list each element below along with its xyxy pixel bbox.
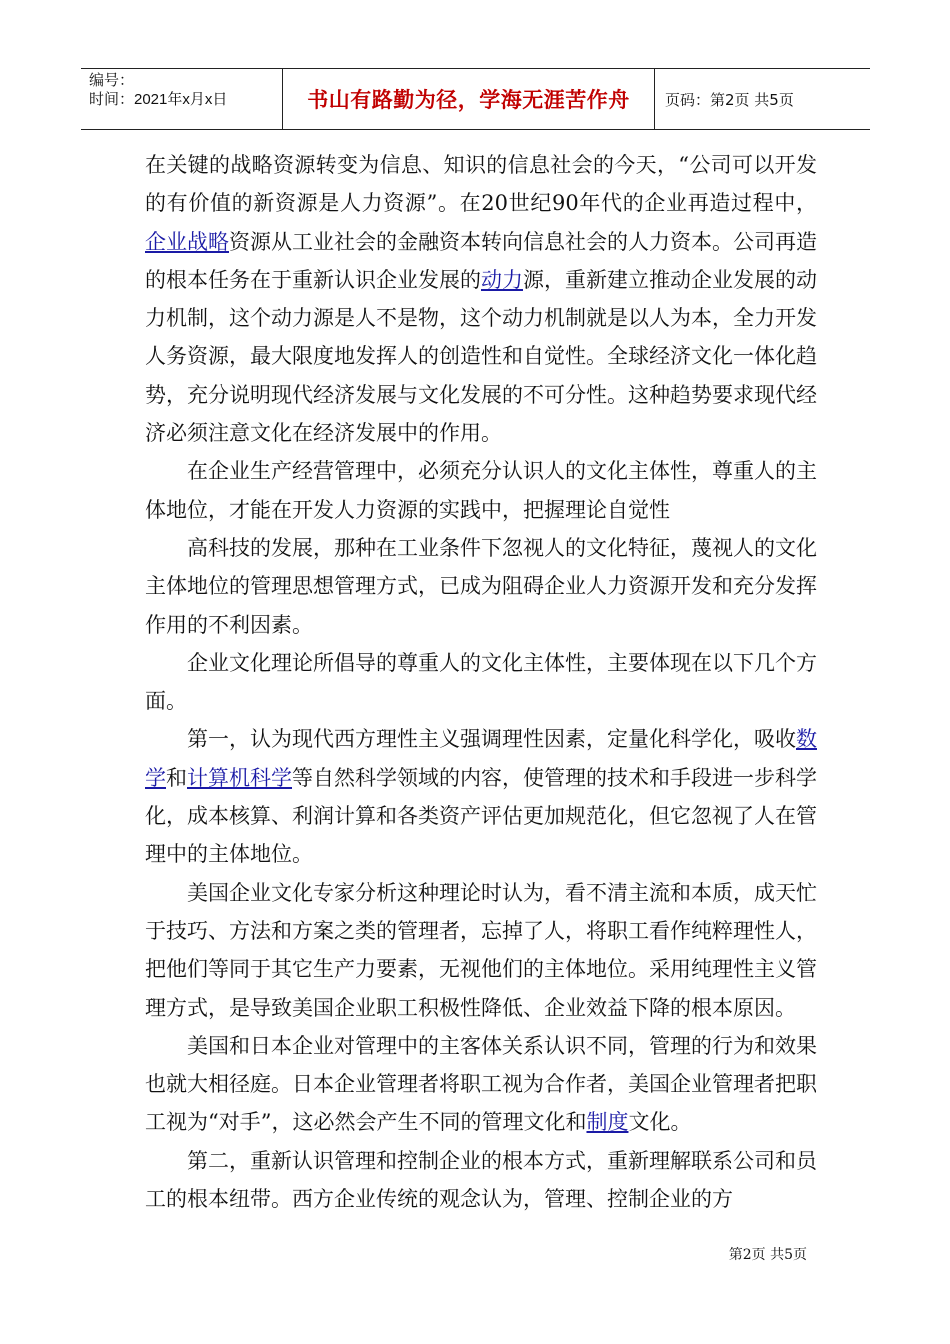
footer-page-number: 第2页 共5页	[728, 1247, 807, 1263]
paragraph	[145, 452, 817, 529]
number-label: 编号：	[89, 72, 135, 89]
paragraph-text: 和	[166, 765, 187, 790]
paragraph-text: 在关键的战略资源转变为信息、知识的信息社会的今天，“公司可以开发的有价值的新资源是人力资源”。在20世纪90年代的企业再造过程中，	[145, 153, 817, 216]
motto-text: 书山有路勤为径，学海无涯苦作舟	[307, 88, 630, 112]
paragraph	[145, 146, 817, 452]
paragraph-text: 高科技的发展，那种在工业条件下忽视人的文化特征，蔑视人的文化主体地位的管理思想管理方式，已成为阻碍企业人力资源开发和充分发挥作用的不利因素。	[145, 535, 817, 637]
paragraph	[145, 720, 817, 873]
paragraph-text: 等自然科学领域的内容，使管理的技术和手段进一步科学化，成本核算、利润计算和各类资产评估更加规范化，但它忽视了人在管理中的主体地位。	[145, 765, 817, 867]
paragraph-text: 企业文化理论所倡导的尊重人的文化主体性，主要体现在以下几个方面。	[145, 650, 817, 714]
time-label: 时间：2021年x月x日	[89, 91, 228, 108]
header-table	[81, 68, 870, 130]
hyperlink[interactable]: 动力	[481, 267, 523, 292]
header-page-label: 页码：第2页 共5页	[665, 90, 794, 109]
paragraph-text: 第一，认为现代西方理性主义强调理性因素，定量化科学化，吸收	[187, 727, 796, 752]
paragraph-text: 资源从工业社会的金融资本转向信息社会的人力资本。公司再造的根本任务在于重新认识企业发展的	[145, 229, 817, 292]
paragraph-text: 源，重新建立推动企业发展的动力机制，这个动力源是人不是物，这个动力机制就是以人为本，全力开发人务资源，最大限度地发挥人的创造性和自觉性。全球经济文化一体化趋势，充分说明现代经济发展与文化发展的不可分性。这种趋势要求现代经济必须注意文化在经济发展中的作用。	[145, 267, 817, 446]
paragraph	[145, 1142, 817, 1219]
page-number-cell	[655, 69, 870, 129]
header-meta-cell	[81, 69, 283, 129]
hyperlink[interactable]: 企业战略	[145, 229, 229, 254]
paragraph	[145, 874, 817, 1027]
hyperlink[interactable]: 数学	[145, 727, 817, 790]
paragraph-text: 美国和日本企业对管理中的主客体关系认识不同，管理的行为和效果也就大相径庭。日本企业管理者将职工视为合作者，美国企业管理者把职工视为“对手”，这必然会产生不同的管理文化和	[145, 1033, 817, 1135]
hyperlink[interactable]: 计算机科学	[187, 765, 292, 790]
paragraph-text: 文化。	[628, 1110, 692, 1135]
paragraph	[145, 644, 817, 721]
paragraph-text: 在企业生产经营管理中，必须充分认识人的文化主体性，尊重人的主体地位，才能在开发人力资源的实践中，把握理论自觉性	[145, 459, 817, 522]
paragraph-text: 第二，重新认识管理和控制企业的根本方式，重新理解联系公司和员工的根本纽带。西方企业传统的观念认为，管理、控制企业的方	[145, 1148, 817, 1212]
motto-cell	[283, 69, 655, 129]
hyperlink[interactable]: 制度	[586, 1110, 629, 1135]
body-text	[145, 146, 817, 1218]
paragraph	[145, 529, 817, 644]
paragraph-text: 美国企业文化专家分析这种理论时认为，看不清主流和本质，成天忙于技巧、方法和方案之类的管理者，忘掉了人，将职工看作纯粹理性人，把他们等同于其它生产力要素，无视他们的主体地位。采用纯理性主义管理方式，是导致美国企业职工积极性降低、企业效益下降的根本原因。	[145, 880, 817, 1020]
paragraph	[145, 1027, 817, 1142]
